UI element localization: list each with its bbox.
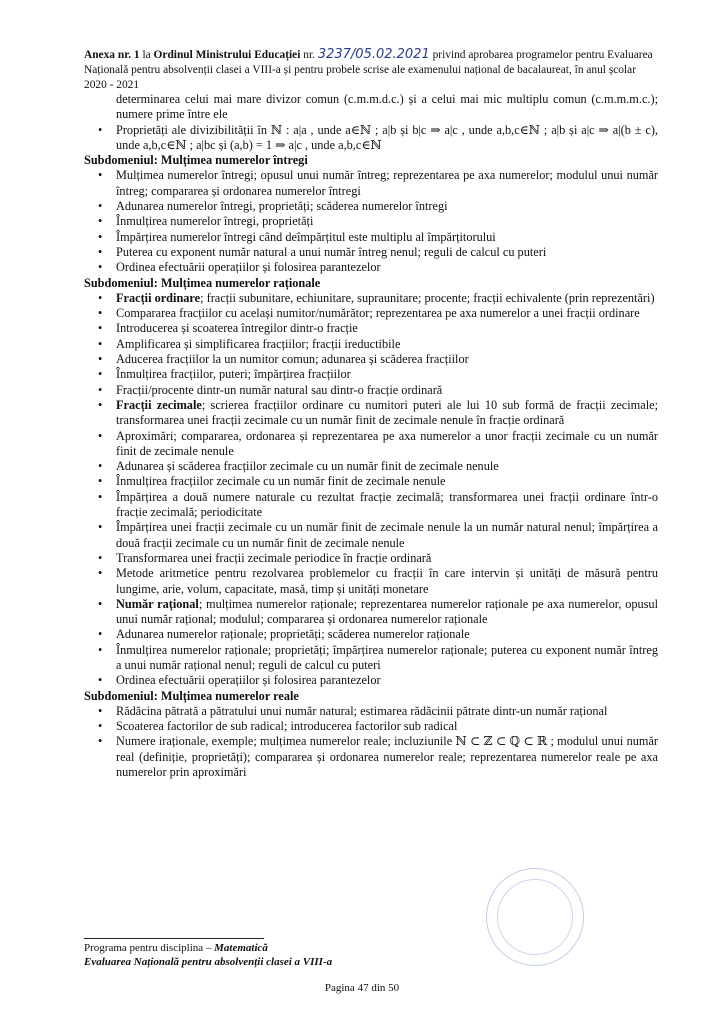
list-item (84, 643, 658, 674)
sections-container (84, 153, 658, 780)
list-item-text: Transformarea unei fracții zecimale periodice în fracție ordinară (116, 550, 432, 565)
list-item (84, 352, 658, 367)
bullet-icon: • (98, 352, 103, 367)
list-item-text: Mulțimea numerelor întregi; opusul unui număr întreg; reprezentarea pe axa numerelor; modulul unui număr întreg; compararea și ordonarea numerelor întregi (116, 168, 658, 198)
list-item-text: Împărțirea a două numere naturale cu rezultat fracție zecimală; transformarea unei fracții ordinare într-o fracție zecimală; periodicitate (116, 489, 658, 520)
bullet-icon: • (98, 459, 103, 474)
header-description: privind aprobarea programelor pentru Evaluarea Națională pentru absolvenții clasei a VIII-a și pentru probele scrise ale examenului național de bacalaureat, în anul școlar 2020 - 2021 (84, 49, 653, 91)
subdomain-title: Subdomeniul: Mulțimea numerelor reale (84, 688, 299, 703)
list-item-text: Împărțirea unei fracții zecimale cu un număr finit de zecimale nenule la un număr natural nenul; împărțirea a două fracții zecimale cu un număr finit de zecimale nenule (116, 520, 658, 550)
handwritten-order-number: 3237/05.02.2021 (317, 47, 430, 62)
list-item-text: Proprietăți ale divizibilității în ℕ : a|a , unde a∈ℕ ; a|b și b|c ⇒ a|c , unde a,b,c∈ℕ ; a|b și a|c ⇒ a|(b ± c), unde a,b,c∈ℕ ; a|bc și (a,b) = 1 ⇒ a|c , unde a,b,c∈ℕ (116, 122, 658, 152)
footer-exam-name: Evaluarea Națională pentru absolvenții clasei a VIII-a (84, 955, 333, 968)
bullet-icon: • (98, 244, 103, 259)
list-item (84, 245, 658, 260)
list-item (84, 597, 658, 628)
list-item-bold-term: Fracții ordinare (116, 290, 201, 305)
list-item-text: Introducerea și scoaterea întregilor dintr-o fracție (116, 321, 358, 336)
list-item-text: Împărțirea numerelor întregi când deîmpărțitul este multiplu al împărțitorului (116, 229, 496, 244)
bullet-icon: • (98, 673, 103, 688)
bullet-icon: • (98, 520, 103, 535)
subdomain-list (84, 291, 658, 689)
subdomain-list (84, 704, 658, 780)
nr-label: nr. (303, 49, 315, 61)
list-item-text: Adunarea numerelor raționale; proprietăți; scăderea numerelor raționale (116, 627, 470, 642)
subdomain-list (84, 168, 658, 275)
list-item (84, 123, 658, 154)
order-title: Ordinul Ministrului Educației (153, 49, 301, 61)
bullet-icon: • (98, 428, 103, 443)
list-item-text: Înmulțirea numerelor raționale; proprietăți; împărțirea numerelor raționale; puterea cu exponent număr întreg a unui număr rațional nenul; reguli de calcul cu puteri (116, 642, 658, 672)
bullet-icon: • (98, 367, 103, 382)
list-item-text: Compararea fracțiilor cu același numitor/numărător; reprezentarea pe axa numerelor a unei fracții ordinare (116, 306, 640, 321)
list-item-text: Fracții/procente dintr-un număr natural sau dintr-o fracție ordinară (116, 382, 443, 397)
bullet-icon: • (98, 596, 103, 611)
list-item (84, 321, 658, 336)
list-item-text: Înmulțirea fracțiilor, puteri; împărțirea fracțiilor (116, 367, 351, 382)
la-text: la (142, 49, 151, 61)
list-item (84, 673, 658, 688)
document-footer (84, 942, 644, 969)
list-item (84, 704, 658, 719)
list-item (84, 719, 658, 734)
list-item-text: Ordinea efectuării operațiilor și folosirea parantezelor (116, 260, 381, 275)
bullet-icon: • (98, 168, 103, 183)
list-item (84, 199, 658, 214)
document-body (84, 92, 658, 780)
footer-divider (84, 938, 264, 939)
list-item (84, 490, 658, 521)
page-number: Pagina 47 din 50 (324, 982, 400, 994)
list-item-text: Puterea cu exponent număr natural a unui număr întreg nenul; reguli de calcul cu puteri (116, 244, 547, 259)
bullet-icon: • (98, 642, 103, 657)
list-item (84, 459, 658, 474)
list-item (84, 306, 658, 321)
list-item (84, 214, 658, 229)
list-item-text: Aproximări; compararea, ordonarea și reprezentarea pe axa numerelor a unor fracții zecimale cu un număr finit de zecimale nenule (116, 428, 658, 458)
list-item-text: Adunarea numerelor întregi, proprietăți; scăderea numerelor întregi (116, 199, 448, 214)
bullet-icon: • (98, 719, 103, 734)
list-item-text: ; fracții subunitare, echiunitare, supraunitare; procente; fracții echivalente (prin reprezentări) (200, 290, 655, 305)
bullet-icon: • (98, 550, 103, 565)
list-item-text: Numere iraționale, exemple; mulțimea numerelor reale; incluziunile ℕ ⊂ ℤ ⊂ ℚ ⊂ ℝ ; modulul unui număr real (definiție, proprietăți); compararea și ordonarea numerelor reale; reprezentarea numerelor reale pe axa numerelor prin aproximări (116, 734, 658, 780)
subdomain-title: Subdomeniul: Mulțimea numerelor întregi (84, 153, 308, 168)
annex-label: Anexa nr. 1 (84, 49, 140, 61)
bullet-icon: • (98, 734, 103, 749)
bullet-icon: • (98, 321, 103, 336)
list-item-bold-term: Număr rațional (116, 596, 199, 611)
list-item (84, 566, 658, 597)
list-item-text: Adunarea și scăderea fracțiilor zecimale cu un număr finit de zecimale nenule (116, 459, 499, 474)
list-item (84, 474, 658, 489)
list-item (84, 383, 658, 398)
document-header (84, 48, 654, 92)
list-item (84, 260, 658, 275)
list-item-text: Scoaterea factorilor de sub radical; introducerea factorilor sub radical (116, 719, 458, 734)
list-item (84, 734, 658, 780)
list-item (84, 398, 658, 429)
list-item-text: Înmulțirea numerelor întregi, proprietăți (116, 214, 314, 229)
list-item (84, 551, 658, 566)
intro-list (84, 123, 658, 154)
list-item (84, 367, 658, 382)
bullet-icon: • (98, 703, 103, 718)
bullet-icon: • (98, 260, 103, 275)
list-item (84, 627, 658, 642)
list-item-text: ; mulțimea numerelor raționale; reprezentarea numerelor raționale pe axa numerelor, opusul unui număr rațional; modulul; compararea și ordonarea numerelor raționale (116, 596, 658, 627)
list-item (84, 337, 658, 352)
list-item (84, 429, 658, 460)
footer-subject: Matematică (214, 942, 268, 954)
footer-prefix: Programa pentru disciplina – (84, 942, 212, 954)
bullet-icon: • (98, 199, 103, 214)
footer-line-2 (84, 956, 644, 970)
bullet-icon: • (98, 290, 103, 305)
list-item-bold-term: Fracții zecimale (116, 397, 202, 412)
list-item-text: Înmulțirea fracțiilor zecimale cu un număr finit de zecimale nenule (116, 474, 446, 489)
bullet-icon: • (98, 122, 103, 137)
bullet-icon: • (98, 474, 103, 489)
list-item (84, 291, 658, 306)
bullet-icon: • (98, 382, 103, 397)
bullet-icon: • (98, 214, 103, 229)
list-item-text: Metode aritmetice pentru rezolvarea problemelor cu fracții în care intervin și unități de măsură pentru lungime, arie, volum, capacitate, masă, timp și unități monetare (116, 566, 658, 596)
list-item (84, 168, 658, 199)
bullet-icon: • (98, 336, 103, 351)
list-item-text: Ordinea efectuării operațiilor și folosirea parantezelor (116, 673, 381, 688)
continued-paragraph: determinarea celui mai mare divizor comun (c.m.m.d.c.) și a celui mai mic multiplu comun (c.m.m.m.c.); numere prime între ele (116, 92, 658, 122)
list-item-text: ; scrierea fracțiilor ordinare cu numitori puteri ale lui 10 sub formă de fracții zecimale; transformarea unei fracții zecimale cu un număr finit de zecimale nenule în fracție ordinară (116, 397, 658, 428)
footer-line-1 (84, 942, 644, 956)
subdomain-title: Subdomeniul: Mulțimea numerelor raționale (84, 275, 321, 290)
list-item-text: Aducerea fracțiilor la un numitor comun; adunarea și scăderea fracțiilor (116, 352, 469, 367)
list-item (84, 230, 658, 245)
bullet-icon: • (98, 566, 103, 581)
list-item (84, 520, 658, 551)
bullet-icon: • (98, 627, 103, 642)
list-item-text: Amplificarea și simplificarea fracțiilor; fracții ireductibile (116, 336, 401, 351)
list-item-text: Rădăcina pătrată a pătratului unui număr natural; estimarea rădăcinii pătrate dintr-un număr rațional (116, 703, 608, 718)
bullet-icon: • (98, 489, 103, 504)
bullet-icon: • (98, 229, 103, 244)
bullet-icon: • (98, 306, 103, 321)
bullet-icon: • (98, 397, 103, 412)
